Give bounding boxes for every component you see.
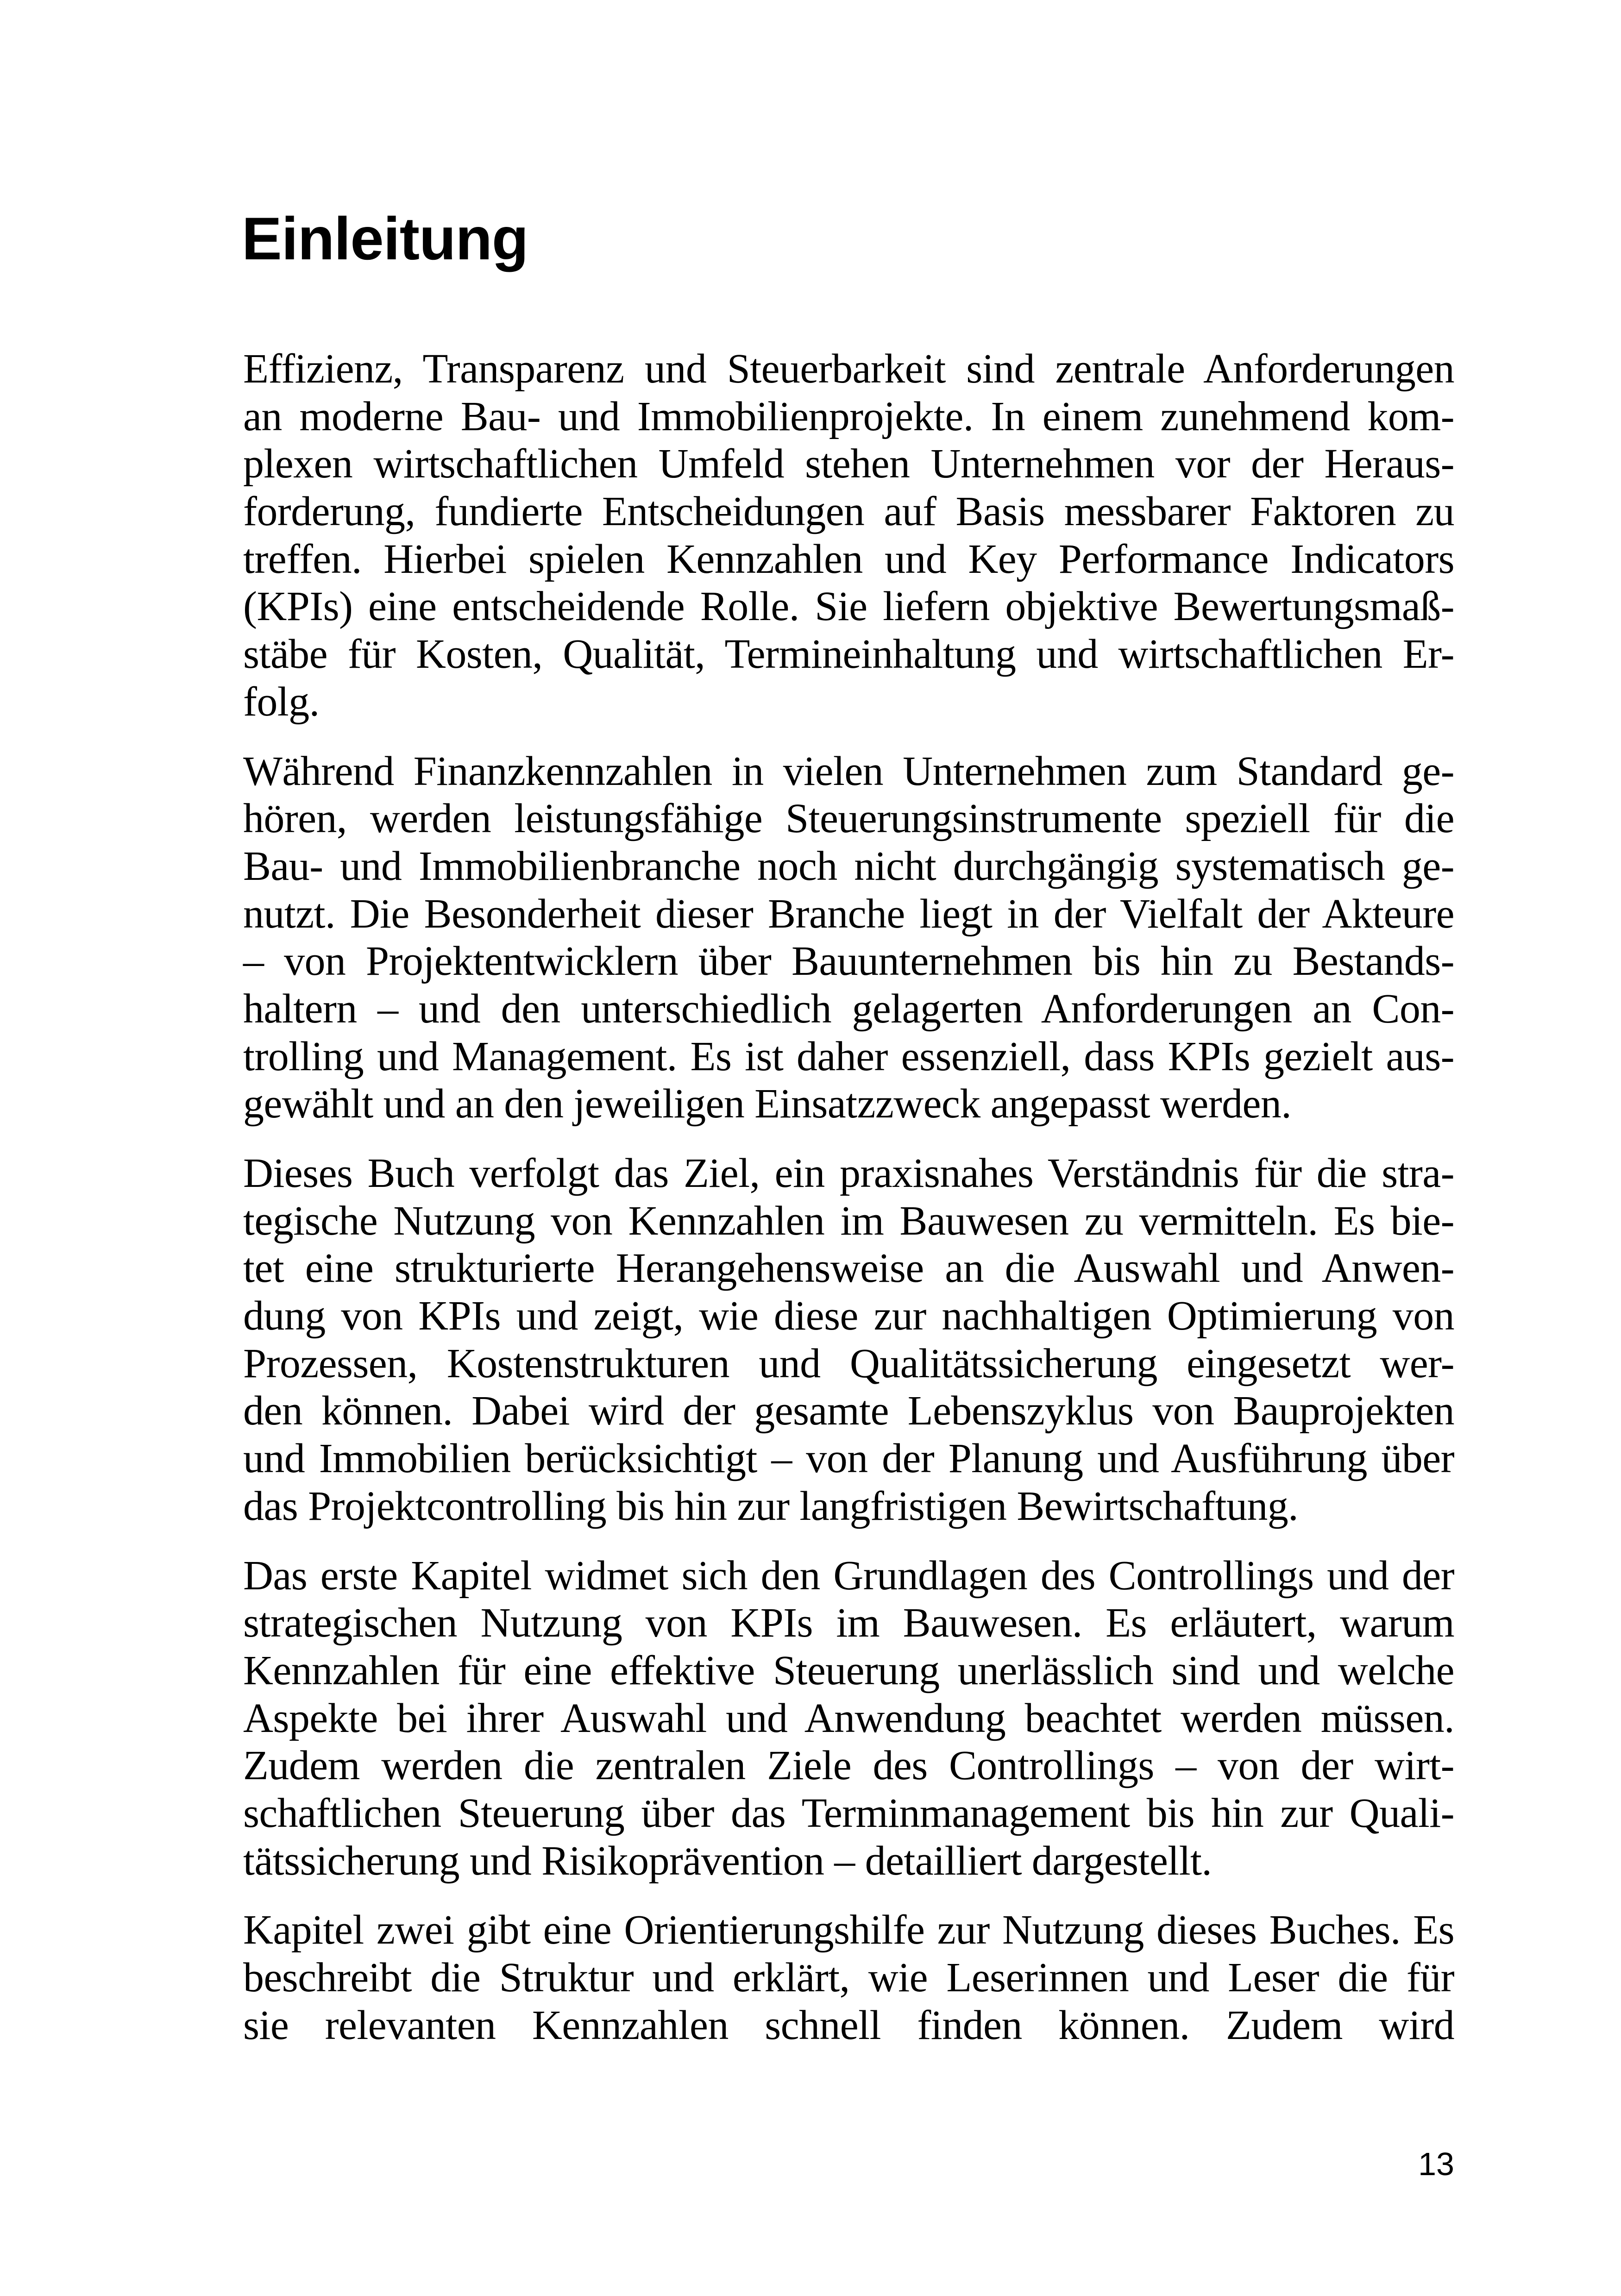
text-line: – von Projektentwicklern über Bauunternehmen bis hin zu Bestands- bbox=[243, 938, 1454, 985]
text-line: nutzt. Die Besonderheit dieser Branche liegt in der Vielfalt der Akteure bbox=[243, 891, 1454, 937]
text-line: den können. Dabei wird der gesamte Lebenszyklus von Bauprojekten bbox=[243, 1388, 1454, 1434]
text-line: sie relevanten Kennzahlen schnell finden können. Zudem wird bbox=[243, 2002, 1454, 2048]
body-text bbox=[243, 345, 1454, 2071]
text-line: forderung, fundierte Entscheidungen auf Basis messbarer Faktoren zu bbox=[243, 489, 1454, 535]
page-number: 13 bbox=[1418, 2146, 1454, 2182]
text-line: trolling und Management. Es ist daher essenziell, dass KPIs gezielt aus- bbox=[243, 1033, 1454, 1079]
text-line: plexen wirtschaftlichen Umfeld stehen Unternehmen vor der Heraus- bbox=[243, 441, 1454, 487]
text-line: Effizienz, Transparenz und Steuerbarkeit sind zentrale Anforderungen bbox=[243, 346, 1454, 392]
text-line: an moderne Bau- und Immobilienprojekte. In einem zunehmend kom- bbox=[243, 393, 1454, 439]
paragraph-5 bbox=[243, 1907, 1454, 2049]
text-line: dung von KPIs und zeigt, wie diese zur nachhaltigen Optimierung von bbox=[243, 1293, 1454, 1339]
text-line: strategischen Nutzung von KPIs im Bauwesen. Es erläutert, warum bbox=[243, 1600, 1454, 1646]
text-line: Das erste Kapitel widmet sich den Grundlagen des Controllings und der bbox=[243, 1552, 1454, 1599]
text-line: haltern – und den unterschiedlich gelagerten Anforderungen an Con- bbox=[243, 985, 1454, 1032]
text-line: Während Finanzkennzahlen in vielen Unternehmen zum Standard ge- bbox=[243, 748, 1454, 794]
text-line: Prozessen, Kostenstrukturen und Qualitätssicherung eingesetzt wer- bbox=[243, 1340, 1454, 1386]
text-line: Zudem werden die zentralen Ziele des Controllings – von der wirt- bbox=[243, 1743, 1454, 1789]
text-line: Bau- und Immobilienbranche noch nicht durchgängig systematisch ge- bbox=[243, 843, 1454, 889]
text-line: und Immobilien berücksichtigt – von der Planung und Ausführung über bbox=[243, 1436, 1454, 1482]
text-line: schaftlichen Steuerung über das Terminmanagement bis hin zur Quali- bbox=[243, 1790, 1454, 1836]
text-line: stäbe für Kosten, Qualität, Termineinhaltung und wirtschaftlichen Er- bbox=[243, 631, 1454, 678]
text-line: treffen. Hierbei spielen Kennzahlen und Key Performance Indicators bbox=[243, 536, 1454, 582]
text-line: Kapitel zwei gibt eine Orientierungshilfe zur Nutzung dieses Buches. Es bbox=[243, 1907, 1454, 1953]
text-line: gewählt und an den jeweiligen Einsatzzweck angepasst werden. bbox=[243, 1081, 1292, 1127]
text-line: beschreibt die Struktur und erklärt, wie Leserinnen und Leser die für bbox=[243, 1955, 1454, 2001]
text-line: folg. bbox=[243, 678, 320, 725]
text-line: hören, werden leistungsfähige Steuerungsinstrumente speziell für die bbox=[243, 796, 1454, 842]
chapter-title: Einleitung bbox=[242, 205, 528, 272]
paragraph-4 bbox=[243, 1552, 1454, 1885]
text-line: Dieses Buch verfolgt das Ziel, ein praxisnahes Verständnis für die stra- bbox=[243, 1150, 1454, 1196]
text-line: (KPIs) eine entscheidende Rolle. Sie liefern objektive Bewertungsmaß- bbox=[243, 583, 1454, 630]
text-line: Kennzahlen für eine effektive Steuerung unerlässlich sind und welche bbox=[243, 1647, 1454, 1694]
text-line: Aspekte bei ihrer Auswahl und Anwendung beachtet werden müssen. bbox=[243, 1695, 1454, 1741]
paragraph-1 bbox=[243, 345, 1454, 726]
text-line: tet eine strukturierte Herangehensweise an die Auswahl und Anwen- bbox=[243, 1245, 1454, 1292]
paragraph-2 bbox=[243, 748, 1454, 1129]
text-line: das Projektcontrolling bis hin zur langfristigen Bewirtschaftung. bbox=[243, 1483, 1299, 1529]
paragraph-3 bbox=[243, 1150, 1454, 1531]
text-line: tätssicherung und Risikoprävention – detailliert dargestellt. bbox=[243, 1838, 1212, 1884]
text-line: tegische Nutzung von Kennzahlen im Bauwesen zu vermitteln. Es bie- bbox=[243, 1198, 1454, 1244]
